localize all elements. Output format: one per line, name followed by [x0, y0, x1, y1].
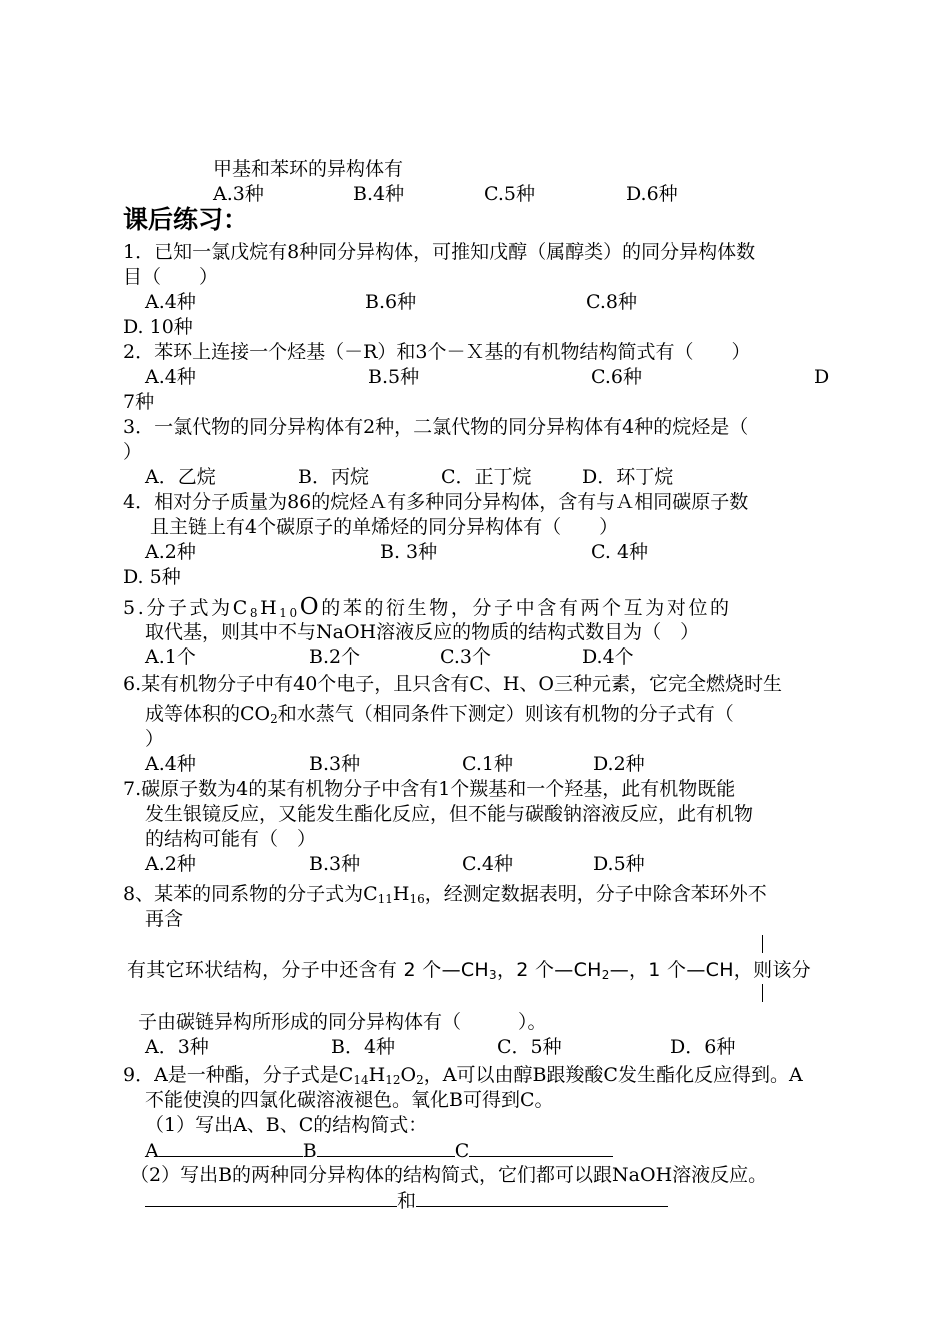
- q1-line1: 1．已知一氯戊烷有8种同分异构体，可推知戊醇（属醇类）的同分异构体数: [123, 241, 756, 263]
- q3-option-b: B．丙烷: [298, 466, 369, 488]
- q9-line3: （1）写出A、B、C的结构简式：: [145, 1114, 428, 1136]
- q8-line3: 有其它环状结构，分子中还含有 2 个$—CH_3$，2 个$—CH_2—$，1 个—CH，则该分: [127, 959, 811, 982]
- q8-line1: 8、某苯的同系物的分子式为$C_{11}H_{16}$，经测定数据表明，分子中除含苯环外不: [123, 883, 767, 906]
- q4-option-d: D. 5种: [123, 566, 181, 588]
- answer-blank-c[interactable]: [469, 1138, 613, 1157]
- q4-line2: 且主链上有4个碳原子的单烯烃的同分异构体有（ ）: [150, 516, 619, 538]
- label-and: 和: [397, 1190, 417, 1212]
- q6-option-b: B.3种: [309, 753, 361, 775]
- q8-option-a: A．3种: [145, 1036, 209, 1058]
- label-c: C: [454, 1140, 470, 1162]
- q7-option-b: B.3种: [309, 853, 361, 875]
- q7-line1: 7.碳原子数为4的某有机物分子中含有1个羰基和一个羟基，此有机物既能: [123, 778, 736, 800]
- answer-blank-isomer-2[interactable]: [416, 1188, 668, 1207]
- q2-option-d-label: D: [814, 366, 830, 388]
- q1-option-d: D. 10种: [123, 316, 193, 338]
- prev-question-line: 甲基和苯环的异构体有: [213, 158, 404, 180]
- q4-option-c: C. 4种: [591, 541, 649, 563]
- q1-line2: 目（ ）: [123, 266, 219, 288]
- q9-answer-line-isomers: [145, 1188, 668, 1213]
- q9-line2: 不能使溴的四氯化碳溶液褪色。氧化B可得到C。: [145, 1089, 554, 1111]
- q2-option-b: B.5种: [368, 366, 420, 388]
- q6-option-d: D.2种: [593, 753, 645, 775]
- q5-option-d: D.4个: [582, 646, 634, 668]
- q7-option-c: C.4种: [462, 853, 513, 875]
- q5-option-b: B.2个: [309, 646, 361, 668]
- q5-option-c: C.3个: [440, 646, 491, 668]
- q9-answer-line-abc: [145, 1138, 613, 1163]
- q8-option-d: D．6种: [670, 1036, 736, 1058]
- q7-line2: 发生银镜反应，又能发生酯化反应，但不能与碳酸钠溶液反应，此有机物: [145, 803, 754, 825]
- q6-line3: ）: [145, 728, 165, 750]
- q4-option-a: A.2种: [145, 541, 196, 563]
- q5-line1: 5.分子式为$C_8H_{10}O$的苯的衍生物，分子中含有两个互为对位的: [123, 594, 732, 620]
- q3-option-c: C．正丁烷: [441, 466, 532, 488]
- prev-option-b: B.4种: [353, 183, 405, 205]
- prev-option-a: A.3种: [213, 183, 264, 205]
- q8-option-b: B．4种: [331, 1036, 396, 1058]
- q2-line1: 2．苯环上连接一个烃基（－R）和3个－Ｘ基的有机物结构简式有（ ）: [123, 341, 751, 363]
- q5-line2: 取代基，则其中不与NaOH溶液反应的物质的结构式数目为（ ）: [145, 621, 700, 643]
- q6-line2: 成等体积的$CO_2$和水蒸气（相同条件下测定）则该有机物的分子式有（: [145, 703, 734, 726]
- q3-option-d: D．环丁烷: [582, 466, 674, 488]
- q9-line5: （2）写出B的两种同分异构体的结构简式，它们都可以跟NaOH溶液反应。: [130, 1164, 768, 1186]
- ch-bond-top: [762, 935, 763, 953]
- q2-option-d-value: 7种: [123, 391, 155, 413]
- label-b: B: [302, 1140, 317, 1162]
- q6-option-c: C.1种: [462, 753, 513, 775]
- ch-bond-bottom: [762, 984, 763, 1002]
- answer-blank-b[interactable]: [317, 1138, 455, 1157]
- q7-option-a: A.2种: [145, 853, 196, 875]
- q8-line4: 子由碳链异构所形成的同分异构体有（ ）。: [138, 1011, 547, 1033]
- q4-line1: 4．相对分子质量为86的烷烃Ａ有多种同分异构体，含有与Ａ相同碳原子数: [123, 491, 749, 513]
- answer-blank-isomer-1[interactable]: [145, 1188, 397, 1207]
- q8-option-c: C．5种: [497, 1036, 562, 1058]
- q3-line1: 3．一氯代物的同分异构体有2种，二氯代物的同分异构体有4种的烷烃是（: [123, 416, 749, 438]
- q9-line1: 9．A是一种酯，分子式是$C_{14}H_{12}O_2$，A可以由醇B跟羧酸C发生酯化反应得到。A: [123, 1064, 803, 1087]
- q4-option-b: B. 3种: [380, 541, 438, 563]
- q3-line2: ）: [123, 441, 143, 463]
- prev-option-d: D.6种: [626, 183, 678, 205]
- q5-option-a: A.1个: [145, 646, 196, 668]
- q7-line3: 的结构可能有（ ）: [145, 828, 317, 850]
- q7-option-d: D.5种: [593, 853, 645, 875]
- q6-option-a: A.4种: [145, 753, 196, 775]
- q6-line1: 6.某有机物分子中有40个电子，且只含有C、H、O三种元素，它完全燃烧时生: [123, 673, 782, 695]
- q1-option-b: B.6种: [365, 291, 417, 313]
- q1-option-a: A.4种: [145, 291, 196, 313]
- answer-blank-a[interactable]: [159, 1138, 303, 1157]
- q2-option-c: C.6种: [591, 366, 642, 388]
- q8-line2: 再含: [145, 908, 184, 930]
- section-heading: 课后练习：: [123, 205, 249, 234]
- q1-option-c: C.8种: [586, 291, 637, 313]
- label-a: A: [145, 1140, 159, 1162]
- prev-option-c: C.5种: [484, 183, 535, 205]
- q2-option-a: A.4种: [145, 366, 196, 388]
- q3-option-a: A．乙烷: [145, 466, 216, 488]
